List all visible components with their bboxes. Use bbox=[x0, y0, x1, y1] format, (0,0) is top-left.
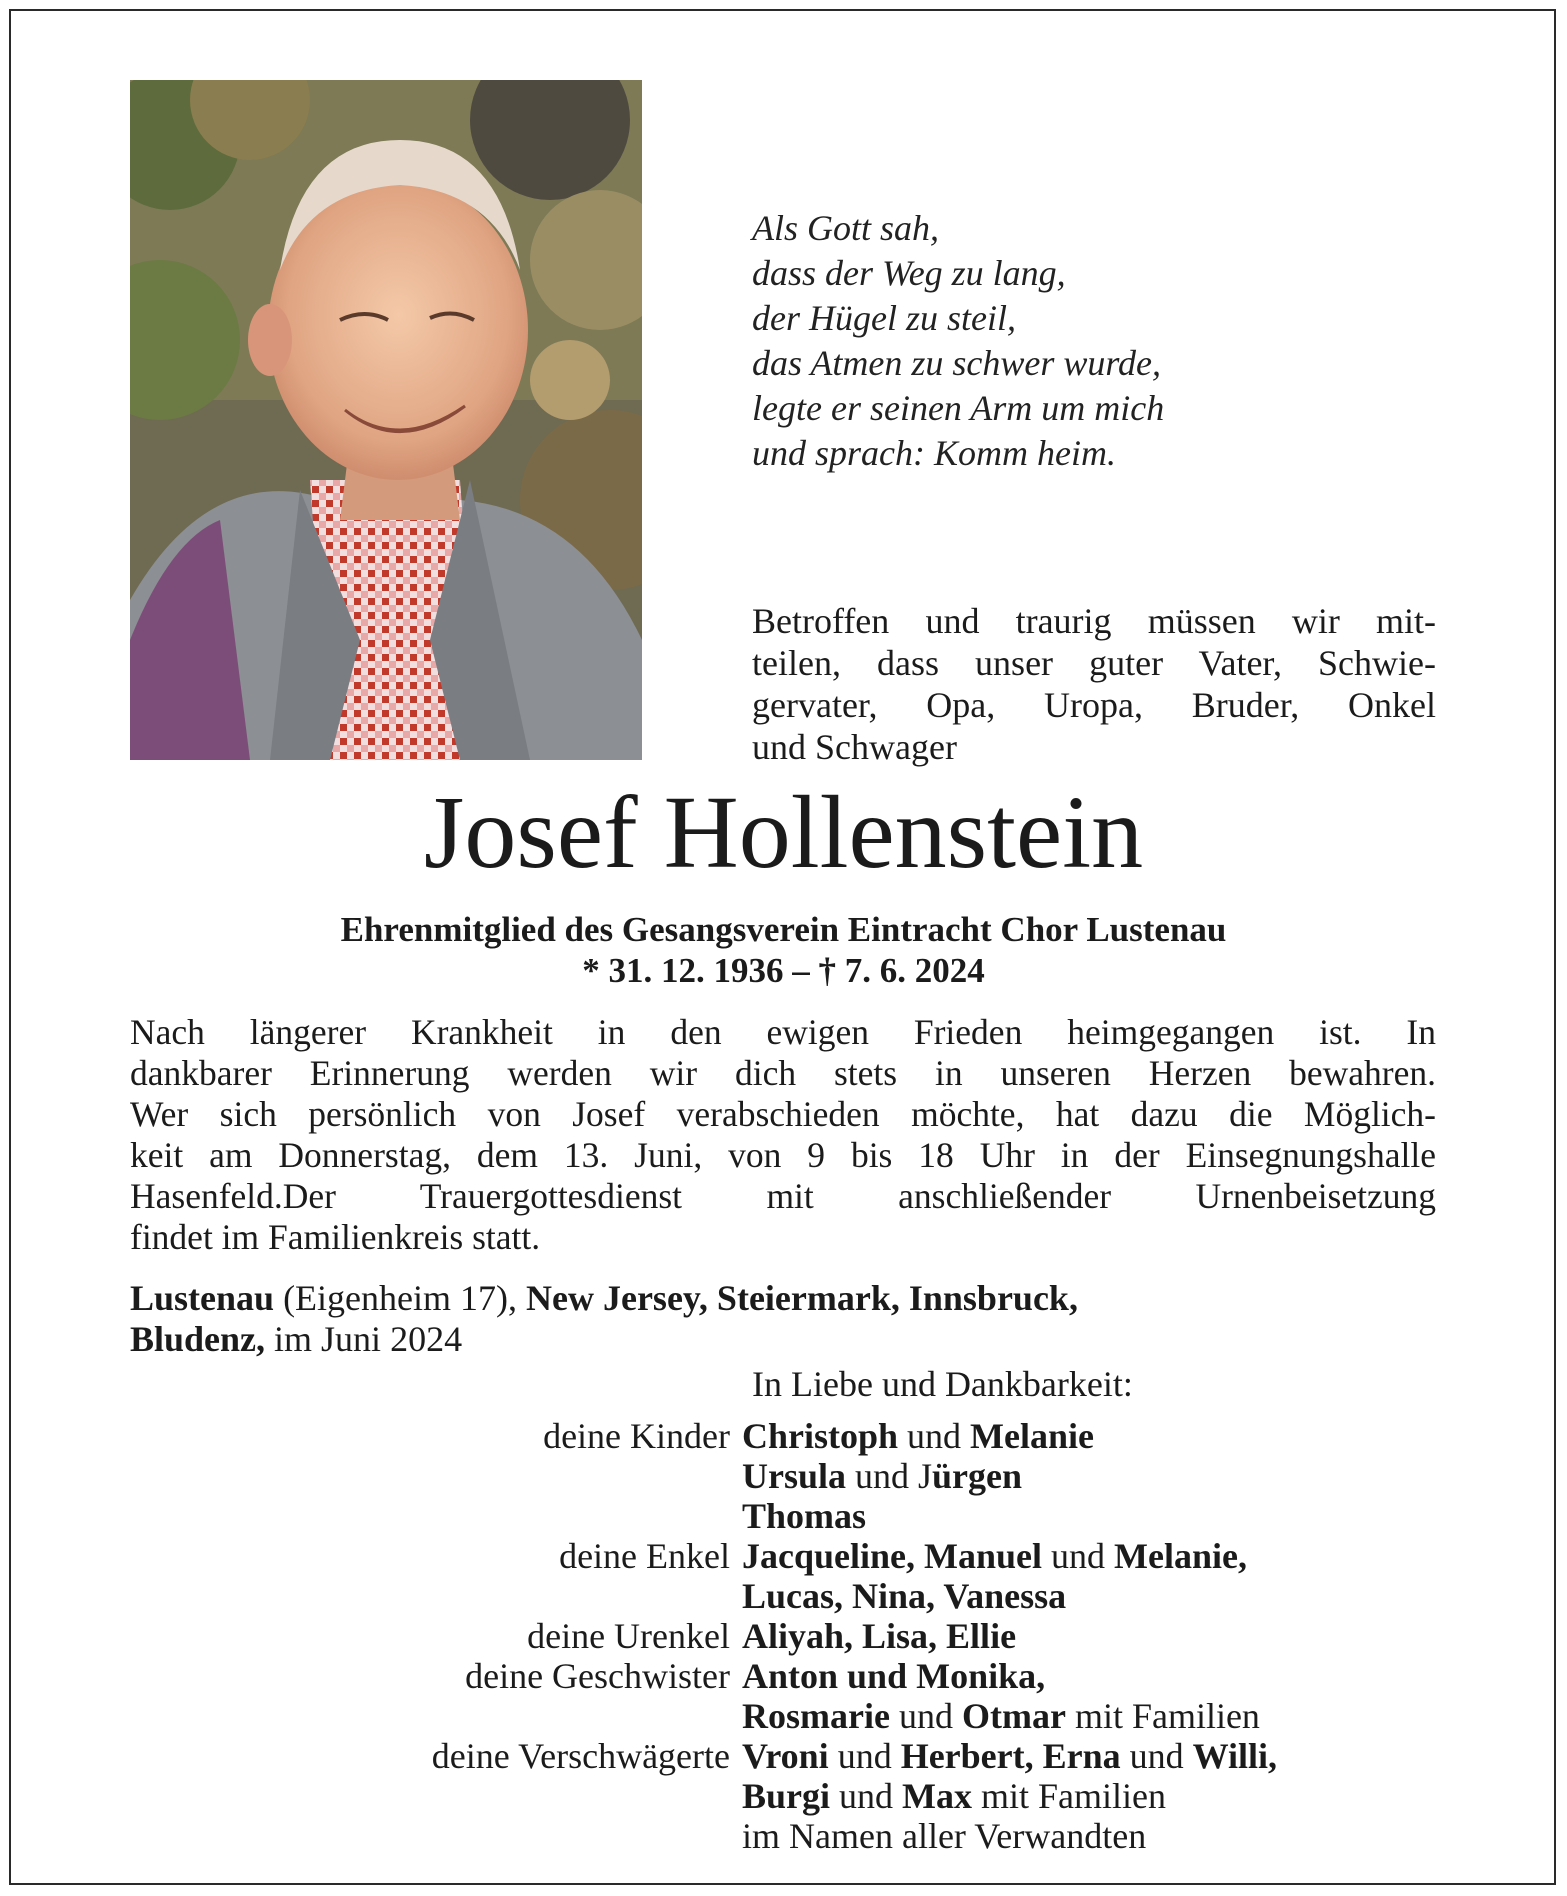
location-places: New Jersey, Steiermark, Innsbruck, bbox=[526, 1278, 1078, 1318]
family-name: Anton und Monika, bbox=[742, 1656, 1046, 1696]
family-name: Jacqueline, Manuel bbox=[742, 1536, 1043, 1576]
family-row bbox=[130, 1456, 1460, 1496]
body-line: keit am Donnerstag, dem 13. Juni, von 9 bis 18 Uhr in der Einsegnungshalle bbox=[130, 1135, 1436, 1175]
family-row bbox=[130, 1736, 1460, 1776]
intro-text bbox=[752, 600, 1436, 768]
family-name: Otmar bbox=[961, 1696, 1066, 1736]
family-suffix: mit Familien bbox=[981, 1776, 1166, 1816]
conjunction: und bbox=[898, 1696, 953, 1736]
family-list bbox=[130, 1416, 1460, 1856]
relation-label: deine Verschwägerte bbox=[431, 1736, 730, 1776]
conjunction: und J bbox=[855, 1456, 933, 1496]
family-name: Melanie, bbox=[1114, 1536, 1247, 1576]
poem-line: dass der Weg zu lang, bbox=[752, 253, 1066, 293]
location-city: Lustenau bbox=[130, 1278, 275, 1318]
location-date: im Juni 2024 bbox=[274, 1319, 463, 1359]
honorary-title: Ehrenmitglied des Gesangsverein Eintracht Chor Lustenau bbox=[340, 910, 1227, 949]
body-line: Nach längerer Krankheit in den ewigen Frieden heimgegangen ist. In bbox=[130, 1012, 1436, 1052]
family-row bbox=[130, 1656, 1460, 1696]
poem-line: der Hügel zu steil, bbox=[752, 298, 1016, 338]
family-row bbox=[130, 1696, 1460, 1736]
body-line: findet im Familienkreis statt. bbox=[130, 1217, 541, 1257]
location-line bbox=[130, 1278, 1436, 1360]
conjunction: und bbox=[1129, 1736, 1184, 1776]
conjunction: und bbox=[907, 1416, 962, 1456]
conjunction: und bbox=[1051, 1536, 1106, 1576]
family-row bbox=[130, 1536, 1460, 1576]
conjunction: und bbox=[837, 1736, 892, 1776]
family-name: Lucas, Nina, Vanessa bbox=[742, 1576, 1067, 1616]
location-address: (Eigenheim 17), bbox=[283, 1278, 517, 1318]
location-place-last: Bludenz, bbox=[130, 1319, 266, 1359]
poem-line: legte er seinen Arm um mich bbox=[752, 388, 1165, 428]
poem-line: Als Gott sah, bbox=[752, 208, 940, 248]
body-line: Wer sich persönlich von Josef verabschieden möchte, hat dazu die Möglich- bbox=[130, 1094, 1436, 1134]
relation-label: deine Urenkel bbox=[527, 1616, 730, 1656]
family-suffix: mit Familien bbox=[1074, 1696, 1260, 1736]
intro-line: gervater, Opa, Uropa, Bruder, Onkel bbox=[752, 685, 1436, 725]
closing-line: im Namen aller Verwandten bbox=[742, 1816, 1147, 1856]
family-name: ürgen bbox=[932, 1456, 1023, 1496]
family-row bbox=[130, 1816, 1460, 1856]
intro-line: Betroffen und traurig müssen wir mit- bbox=[752, 601, 1436, 641]
signature-heading: In Liebe und Dankbarkeit: bbox=[752, 1364, 1133, 1404]
body-line: Hasenfeld.Der Trauergottesdienst mit anschließender Urnenbeisetzung bbox=[130, 1176, 1436, 1216]
family-name: Melanie bbox=[970, 1416, 1095, 1456]
family-name: Herbert, Erna bbox=[900, 1736, 1121, 1776]
family-name: Max bbox=[902, 1776, 972, 1816]
intro-line: und Schwager bbox=[752, 727, 957, 767]
family-name: Christoph bbox=[742, 1416, 899, 1456]
family-name: Thomas bbox=[742, 1496, 867, 1536]
body-line: dankbarer Erinnerung werden wir dich stets in unseren Herzen bewahren. bbox=[130, 1053, 1436, 1093]
poem-line: und sprach: Komm heim. bbox=[752, 433, 1116, 473]
family-name: Ursula bbox=[742, 1456, 847, 1496]
family-name: Aliyah, Lisa, Ellie bbox=[742, 1616, 1017, 1656]
family-name: Willi, bbox=[1192, 1736, 1277, 1776]
family-name: Rosmarie bbox=[742, 1696, 890, 1736]
life-dates: * 31. 12. 1936 – † 7. 6. 2024 bbox=[582, 951, 985, 990]
relation-label: deine Enkel bbox=[559, 1536, 730, 1576]
family-row bbox=[130, 1616, 1460, 1656]
portrait-photo bbox=[130, 80, 642, 760]
intro-line: teilen, dass unser guter Vater, Schwie- bbox=[752, 643, 1436, 683]
announcement-text bbox=[130, 1012, 1436, 1258]
family-row bbox=[130, 1576, 1460, 1616]
relation-label: deine Geschwister bbox=[465, 1656, 730, 1696]
poem-line: das Atmen zu schwer wurde, bbox=[752, 343, 1161, 383]
relation-label: deine Kinder bbox=[543, 1416, 730, 1456]
family-name: Burgi bbox=[742, 1776, 831, 1816]
family-row bbox=[130, 1776, 1460, 1816]
family-name: Vroni bbox=[742, 1736, 829, 1776]
family-row bbox=[130, 1496, 1460, 1536]
conjunction: und bbox=[839, 1776, 894, 1816]
deceased-name: Josef Hollenstein bbox=[423, 775, 1144, 890]
poem bbox=[752, 206, 1452, 476]
family-row bbox=[130, 1416, 1460, 1456]
